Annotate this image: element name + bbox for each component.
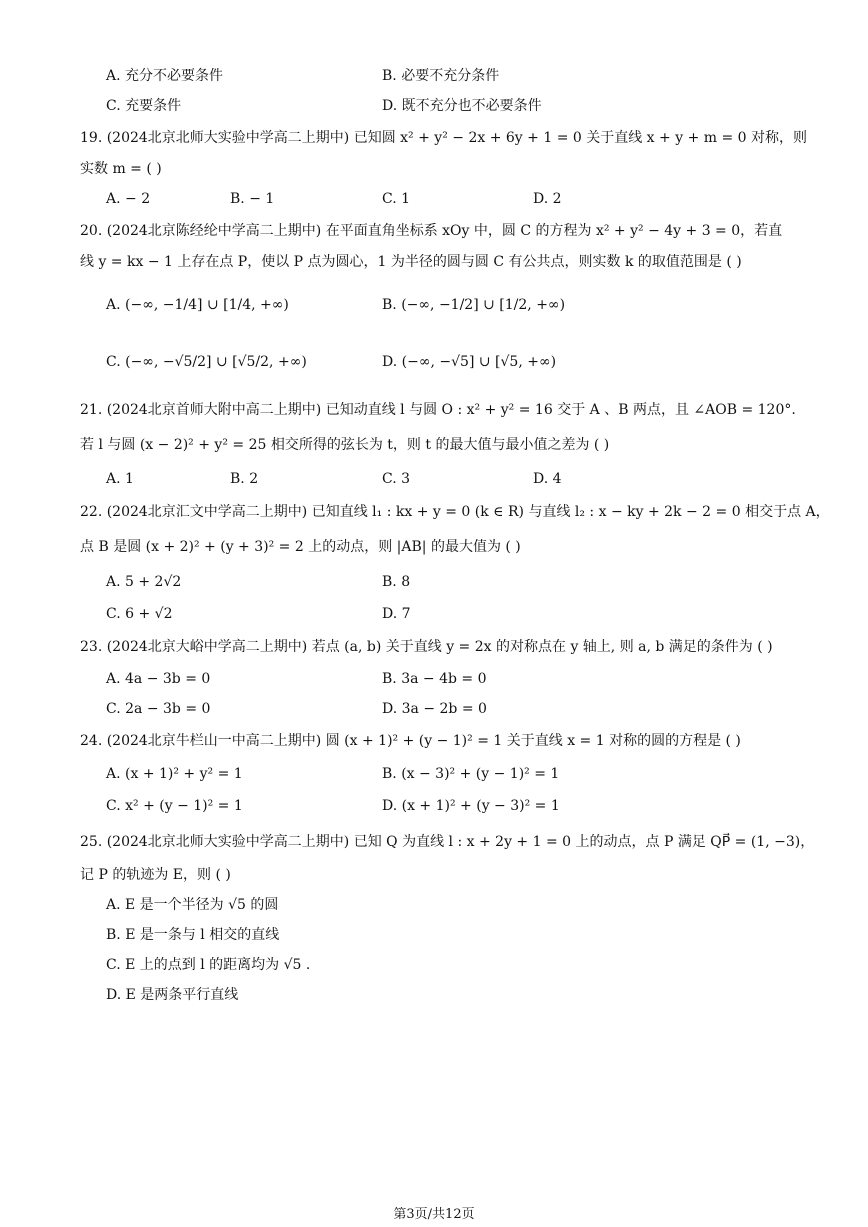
q21-option-c: C. 3 [382,471,411,487]
q22-option-a: A. 5 + 2√2 [106,574,182,590]
q18-option-c: C. 充要条件 [106,98,182,114]
q22-stem-line1: 22. (2024北京汇文中学高二上期中) 已知直线 l₁ : kx + y = 0 (k ∈ R) 与直线 l₂ : x − ky + 2k − 2 = 0 相交于点 A， [80,504,830,520]
q19-option-a: A. − 2 [106,191,151,207]
page-footer: 第3页/共12页 [393,1207,475,1222]
q24-option-c: C. x² + (y − 1)² = 1 [106,798,243,814]
q21-stem-line1: 21. (2024北京首师大附中高二上期中) 已知动直线 l 与圆 O : x² + y² = 16 交于 A 、B 两点，且 ∠AOB = 120°. [80,402,796,418]
q20-option-b: B. (−∞, −1/2] ∪ [1/2, +∞) [382,297,566,313]
q23-option-b: B. 3a − 4b = 0 [382,671,487,687]
q21-option-b: B. 2 [230,471,259,487]
q25-option-b: B. E 是一条与 l 相交的直线 [106,927,280,943]
q19-option-d: D. 2 [533,191,562,207]
q20-option-c: C. (−∞, −√5/2] ∪ [√5/2, +∞) [106,354,307,370]
q25-option-a: A. E 是一个半径为 √5 的圆 [106,897,279,913]
q25-option-c: C. E 上的点到 l 的距离均为 √5 . [106,957,311,973]
q18-option-b: B. 必要不充分条件 [382,68,500,84]
q22-option-c: C. 6 + √2 [106,606,173,622]
q22-option-d: D. 7 [382,606,411,622]
q24-option-a: A. (x + 1)² + y² = 1 [106,766,243,782]
q20-option-d: D. (−∞, −√5] ∪ [√5, +∞) [382,354,557,370]
q19-stem-line2: 实数 m = ( ) [80,161,162,177]
q22-option-b: B. 8 [382,574,411,590]
q25-stem-line1: 25. (2024北京北师大实验中学高二上期中) 已知 Q 为直线 l : x + 2y + 1 = 0 上的动点，点 P 满足 QP⃗ = (1, −3)， [80,834,815,850]
q25-option-d: D. E 是两条平行直线 [106,987,239,1003]
q19-stem-line1: 19. (2024北京北师大实验中学高二上期中) 已知圆 x² + y² − 2x + 6y + 1 = 0 关于直线 x + y + m = 0 对称，则 [80,130,808,146]
q22-stem-line2: 点 B 是圆 (x + 2)² + (y + 3)² = 2 上的动点，则 |AB| 的最大值为 ( ) [80,539,521,555]
q21-option-a: A. 1 [106,471,134,487]
q24-option-d: D. (x + 1)² + (y − 3)² = 1 [382,798,560,814]
q25-stem-line2: 记 P 的轨迹为 E，则 ( ) [80,867,231,883]
q19-option-b: B. − 1 [230,191,275,207]
q20-stem-line1: 20. (2024北京陈经纶中学高二上期中) 在平面直角坐标系 xOy 中，圆 C 的方程为 x² + y² − 4y + 3 = 0，若直 [80,223,783,239]
q20-stem-line2: 线 y = kx − 1 上存在点 P，使以 P 点为圆心，1 为半径的圆与圆 C 有公共点，则实数 k 的取值范围是 ( ) [80,254,742,270]
q19-option-c: C. 1 [382,191,411,207]
q21-option-d: D. 4 [533,471,562,487]
q18-option-d: D. 既不充分也不必要条件 [382,98,542,114]
q18-option-a: A. 充分不必要条件 [106,68,224,84]
q23-option-d: D. 3a − 2b = 0 [382,701,487,717]
q23-stem: 23. (2024北京大峪中学高二上期中) 若点 (a, b) 关于直线 y = 2x 的对称点在 y 轴上, 则 a, b 满足的条件为 ( ) [80,639,773,655]
q24-stem: 24. (2024北京牛栏山一中高二上期中) 圆 (x + 1)² + (y − 1)² = 1 关于直线 x = 1 对称的圆的方程是 ( ) [80,733,741,749]
q24-option-b: B. (x − 3)² + (y − 1)² = 1 [382,766,560,782]
q20-option-a: A. (−∞, −1/4] ∪ [1/4, +∞) [106,297,289,313]
q21-stem-line2: 若 l 与圆 (x − 2)² + y² = 25 相交所得的弦长为 t，则 t 的最大值与最小值之差为 ( ) [80,437,610,453]
q23-option-a: A. 4a − 3b = 0 [106,671,211,687]
q23-option-c: C. 2a − 3b = 0 [106,701,211,717]
